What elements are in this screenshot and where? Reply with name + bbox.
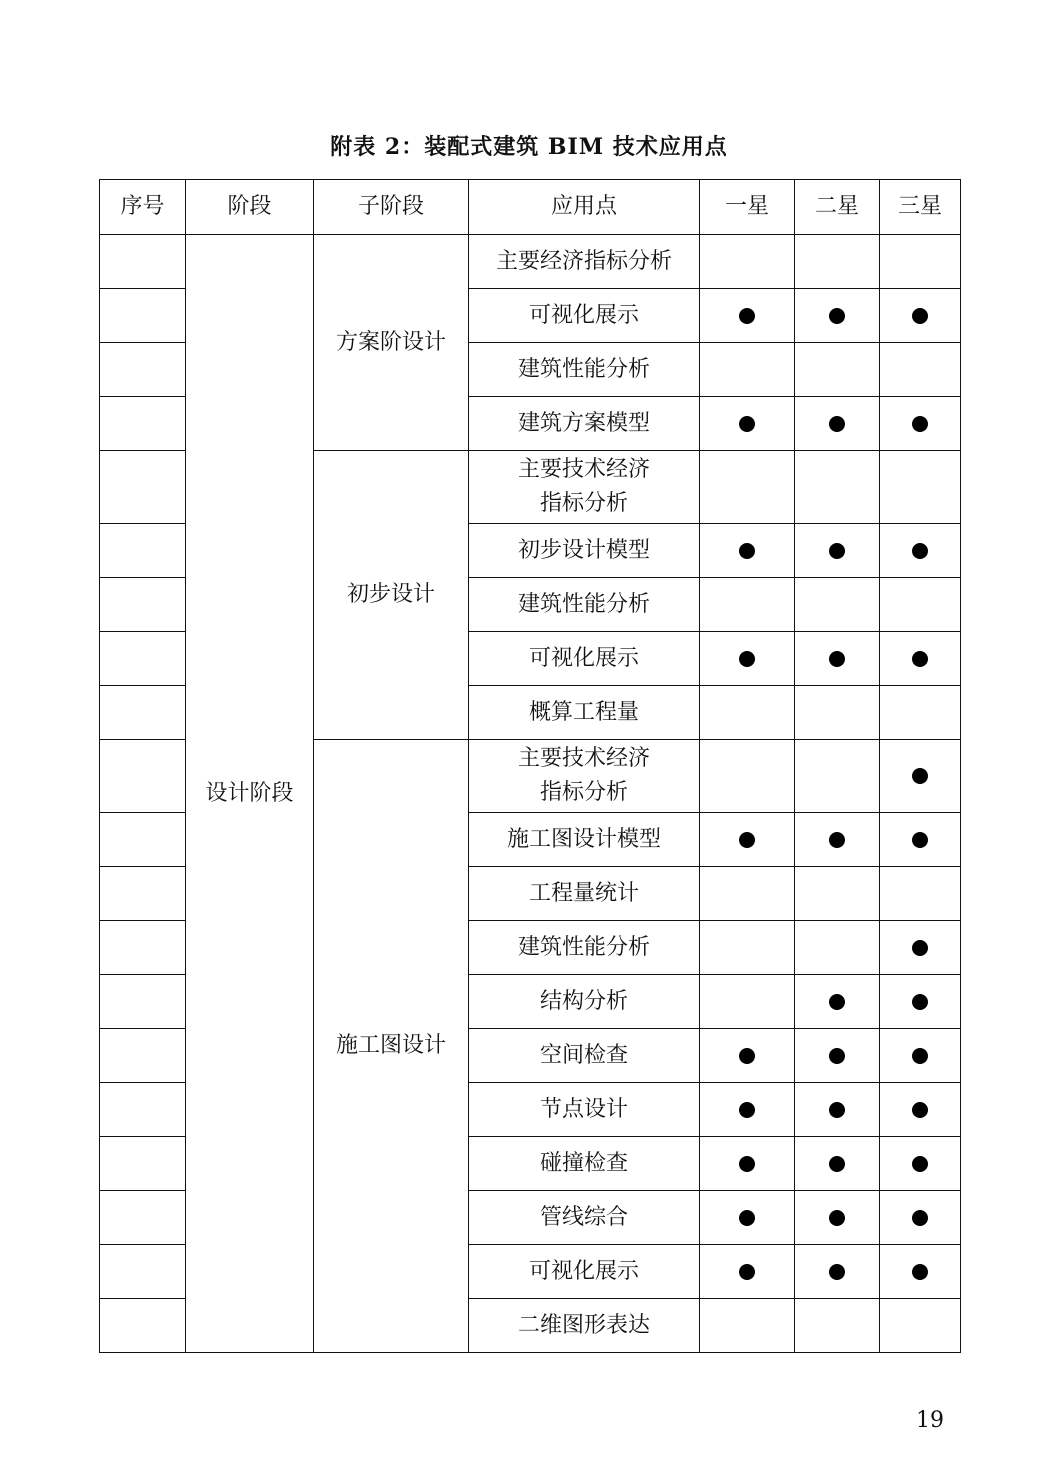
one-star-cell [700, 740, 795, 813]
application-cell: 管线综合 [469, 1191, 700, 1245]
seq-cell [100, 524, 186, 578]
one-star-cell [700, 451, 795, 524]
filled-dot-icon [912, 308, 928, 324]
substage-cell: 方案阶设计 [314, 235, 469, 451]
two-star-cell [795, 235, 880, 289]
three-star-cell [880, 740, 961, 813]
three-star-cell [880, 289, 961, 343]
filled-dot-icon [829, 416, 845, 432]
filled-dot-icon [829, 832, 845, 848]
one-star-cell [700, 975, 795, 1029]
three-star-cell [880, 1029, 961, 1083]
three-star-cell [880, 1137, 961, 1191]
filled-dot-icon [829, 651, 845, 667]
filled-dot-icon [912, 1264, 928, 1280]
application-cell: 二维图形表达 [469, 1299, 700, 1353]
one-star-cell [700, 686, 795, 740]
header-substage: 子阶段 [314, 180, 469, 235]
application-cell: 碰撞检查 [469, 1137, 700, 1191]
filled-dot-icon [912, 416, 928, 432]
application-cell: 主要经济指标分析 [469, 235, 700, 289]
header-one-star: 一星 [700, 180, 795, 235]
two-star-cell [795, 524, 880, 578]
one-star-cell [700, 1083, 795, 1137]
application-cell: 工程量统计 [469, 867, 700, 921]
substage-cell: 施工图设计 [314, 740, 469, 1353]
filled-dot-icon [739, 1156, 755, 1172]
one-star-cell [700, 921, 795, 975]
two-star-cell [795, 1029, 880, 1083]
three-star-cell [880, 1083, 961, 1137]
seq-cell [100, 1137, 186, 1191]
seq-cell [100, 1191, 186, 1245]
stage-cell: 设计阶段 [186, 235, 314, 1353]
three-star-cell [880, 451, 961, 524]
application-cell: 建筑性能分析 [469, 921, 700, 975]
application-cell: 可视化展示 [469, 1245, 700, 1299]
header-three-star: 三星 [880, 180, 961, 235]
filled-dot-icon [829, 1048, 845, 1064]
filled-dot-icon [912, 1210, 928, 1226]
three-star-cell [880, 1191, 961, 1245]
one-star-cell [700, 397, 795, 451]
one-star-cell [700, 578, 795, 632]
application-cell: 建筑方案模型 [469, 397, 700, 451]
filled-dot-icon [739, 1102, 755, 1118]
filled-dot-icon [739, 543, 755, 559]
table-row [100, 235, 961, 289]
filled-dot-icon [829, 1264, 845, 1280]
three-star-cell [880, 867, 961, 921]
two-star-cell [795, 740, 880, 813]
two-star-cell [795, 1191, 880, 1245]
filled-dot-icon [829, 308, 845, 324]
header-row [100, 180, 961, 235]
filled-dot-icon [739, 1048, 755, 1064]
three-star-cell [880, 578, 961, 632]
filled-dot-icon [739, 1210, 755, 1226]
filled-dot-icon [912, 994, 928, 1010]
three-star-cell [880, 975, 961, 1029]
seq-cell [100, 632, 186, 686]
table-title: 附表 2：装配式建筑 BIM 技术应用点 [330, 134, 728, 160]
seq-cell [100, 1029, 186, 1083]
seq-cell [100, 740, 186, 813]
two-star-cell [795, 451, 880, 524]
one-star-cell [700, 1029, 795, 1083]
two-star-cell [795, 921, 880, 975]
seq-cell [100, 1245, 186, 1299]
application-cell: 可视化展示 [469, 289, 700, 343]
filled-dot-icon [912, 832, 928, 848]
filled-dot-icon [829, 1102, 845, 1118]
seq-cell [100, 235, 186, 289]
seq-cell [100, 867, 186, 921]
application-cell: 主要技术经济 指标分析 [469, 740, 700, 813]
one-star-cell [700, 632, 795, 686]
one-star-cell [700, 343, 795, 397]
header-seq: 序号 [100, 180, 186, 235]
filled-dot-icon [829, 543, 845, 559]
header-stage: 阶段 [186, 180, 314, 235]
filled-dot-icon [912, 940, 928, 956]
application-cell: 概算工程量 [469, 686, 700, 740]
seq-cell [100, 1299, 186, 1353]
seq-cell [100, 921, 186, 975]
one-star-cell [700, 1137, 795, 1191]
filled-dot-icon [739, 651, 755, 667]
three-star-cell [880, 1245, 961, 1299]
application-cell: 建筑性能分析 [469, 343, 700, 397]
filled-dot-icon [829, 1210, 845, 1226]
filled-dot-icon [912, 1102, 928, 1118]
one-star-cell [700, 1299, 795, 1353]
page-number: 19 [916, 1408, 944, 1433]
filled-dot-icon [912, 768, 928, 784]
three-star-cell [880, 921, 961, 975]
two-star-cell [795, 813, 880, 867]
table-body [100, 235, 961, 1353]
one-star-cell [700, 289, 795, 343]
three-star-cell [880, 343, 961, 397]
one-star-cell [700, 813, 795, 867]
three-star-cell [880, 813, 961, 867]
header-two-star: 二星 [795, 180, 880, 235]
three-star-cell [880, 235, 961, 289]
seq-cell [100, 975, 186, 1029]
seq-cell [100, 813, 186, 867]
seq-cell [100, 578, 186, 632]
application-cell: 节点设计 [469, 1083, 700, 1137]
two-star-cell [795, 1245, 880, 1299]
seq-cell [100, 451, 186, 524]
application-cell: 空间检查 [469, 1029, 700, 1083]
two-star-cell [795, 289, 880, 343]
application-cell: 初步设计模型 [469, 524, 700, 578]
three-star-cell [880, 397, 961, 451]
application-cell: 建筑性能分析 [469, 578, 700, 632]
three-star-cell [880, 686, 961, 740]
seq-cell [100, 1083, 186, 1137]
filled-dot-icon [912, 651, 928, 667]
two-star-cell [795, 1299, 880, 1353]
one-star-cell [700, 1245, 795, 1299]
two-star-cell [795, 686, 880, 740]
three-star-cell [880, 632, 961, 686]
two-star-cell [795, 578, 880, 632]
seq-cell [100, 686, 186, 740]
application-cell: 结构分析 [469, 975, 700, 1029]
two-star-cell [795, 1083, 880, 1137]
two-star-cell [795, 867, 880, 921]
two-star-cell [795, 632, 880, 686]
two-star-cell [795, 975, 880, 1029]
filled-dot-icon [739, 416, 755, 432]
three-star-cell [880, 1299, 961, 1353]
seq-cell [100, 289, 186, 343]
substage-cell: 初步设计 [314, 451, 469, 740]
two-star-cell [795, 397, 880, 451]
two-star-cell [795, 1137, 880, 1191]
one-star-cell [700, 524, 795, 578]
application-cell: 施工图设计模型 [469, 813, 700, 867]
three-star-cell [880, 524, 961, 578]
filled-dot-icon [829, 994, 845, 1010]
application-cell: 可视化展示 [469, 632, 700, 686]
seq-cell [100, 397, 186, 451]
header-application: 应用点 [469, 180, 700, 235]
two-star-cell [795, 343, 880, 397]
filled-dot-icon [912, 1048, 928, 1064]
seq-cell [100, 343, 186, 397]
filled-dot-icon [912, 543, 928, 559]
one-star-cell [700, 1191, 795, 1245]
filled-dot-icon [739, 308, 755, 324]
one-star-cell [700, 867, 795, 921]
application-cell: 主要技术经济 指标分析 [469, 451, 700, 524]
filled-dot-icon [739, 1264, 755, 1280]
filled-dot-icon [829, 1156, 845, 1172]
filled-dot-icon [912, 1156, 928, 1172]
one-star-cell [700, 235, 795, 289]
bim-application-table [99, 179, 961, 1353]
filled-dot-icon [739, 832, 755, 848]
